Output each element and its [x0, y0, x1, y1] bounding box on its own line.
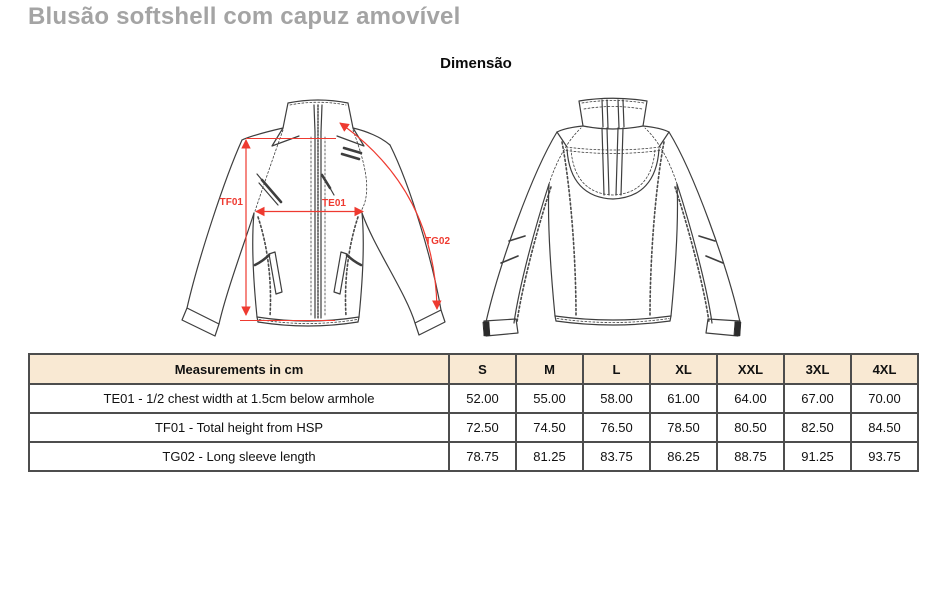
value-cell: 78.75 — [449, 442, 516, 471]
value-cell: 86.25 — [650, 442, 717, 471]
measurements-table — [28, 353, 919, 472]
value-cell: 70.00 — [851, 384, 918, 413]
measure-label-tg02: TG02 — [425, 236, 451, 247]
value-cell: 72.50 — [449, 413, 516, 442]
value-cell: 82.50 — [784, 413, 851, 442]
back-outline-art — [483, 98, 741, 336]
header-size-m: M — [516, 354, 583, 384]
value-cell: 84.50 — [851, 413, 918, 442]
jacket-front-view — [178, 95, 462, 347]
value-cell: 81.25 — [516, 442, 583, 471]
value-cell: 88.75 — [717, 442, 784, 471]
value-cell: 67.00 — [784, 384, 851, 413]
value-cell: 93.75 — [851, 442, 918, 471]
header-size-xxl: XXL — [717, 354, 784, 384]
value-cell: 83.75 — [583, 442, 650, 471]
table-header-row — [29, 354, 918, 384]
value-cell: 76.50 — [583, 413, 650, 442]
value-cell: 52.00 — [449, 384, 516, 413]
jacket-back-drawing — [463, 95, 761, 345]
jacket-back-view — [463, 95, 761, 345]
value-cell: 91.25 — [784, 442, 851, 471]
value-cell: 78.50 — [650, 413, 717, 442]
section-title: Dimensão — [440, 55, 512, 72]
header-measurements: Measurements in cm — [29, 354, 449, 384]
header-size-3xl: 3XL — [784, 354, 851, 384]
table-row-te01 — [29, 384, 918, 413]
table-row-tf01 — [29, 413, 918, 442]
value-cell: 61.00 — [650, 384, 717, 413]
measure-label-tf01: TF01 — [219, 197, 243, 208]
table-row-tg02 — [29, 442, 918, 471]
page-title: Blusão softshell com capuz amovível — [28, 3, 461, 30]
header-size-l: L — [583, 354, 650, 384]
value-cell: 80.50 — [717, 413, 784, 442]
row-label: TF01 - Total height from HSP — [29, 413, 449, 442]
value-cell: 74.50 — [516, 413, 583, 442]
value-cell: 64.00 — [717, 384, 784, 413]
header-size-s: S — [449, 354, 516, 384]
header-size-xl: XL — [650, 354, 717, 384]
value-cell: 58.00 — [583, 384, 650, 413]
front-outline-art — [182, 100, 445, 336]
row-label: TG02 - Long sleeve length — [29, 442, 449, 471]
header-size-4xl: 4XL — [851, 354, 918, 384]
row-label: TE01 - 1/2 chest width at 1.5cm below armhole — [29, 384, 449, 413]
jacket-front-drawing — [178, 95, 462, 347]
value-cell: 55.00 — [516, 384, 583, 413]
measure-label-te01: TE01 — [322, 198, 346, 209]
